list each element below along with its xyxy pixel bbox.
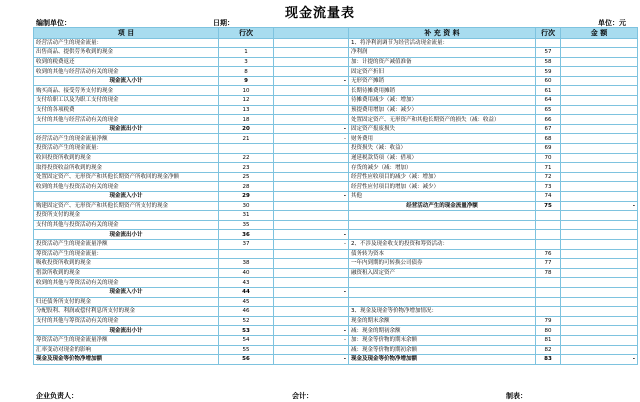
left-item[interactable]: 支付的其他与筹资活动有关的现金 — [34, 316, 219, 326]
table-row — [34, 287, 638, 297]
left-item[interactable]: 现金流入小计 — [34, 76, 219, 86]
left-amount[interactable] — [274, 220, 349, 230]
header-item: 项 目 — [34, 28, 219, 39]
right-item[interactable]: 现金的期末余额 — [349, 316, 536, 326]
table-row — [34, 268, 638, 278]
unit-label: 编制单位： — [36, 19, 71, 27]
right-item[interactable]: 净利润 — [349, 48, 536, 58]
right-line[interactable]: 74 — [536, 192, 561, 202]
right-line[interactable]: 67 — [536, 124, 561, 134]
right-item[interactable]: 待摊费用减少（减：增加） — [349, 96, 536, 106]
right-item[interactable] — [349, 211, 536, 221]
right-item[interactable]: 一年内到期的可转换公司债券 — [349, 259, 536, 269]
right-item[interactable]: 其他 — [349, 192, 536, 202]
left-line[interactable]: 28 — [219, 182, 274, 192]
left-item[interactable]: 收到的其他与筹资活动有关的现金 — [34, 278, 219, 288]
header-amount-left — [274, 28, 349, 39]
left-line[interactable]: 18 — [219, 115, 274, 125]
table-row — [34, 76, 638, 86]
table-row — [34, 335, 638, 345]
right-item[interactable]: 固定资产折旧 — [349, 67, 536, 77]
left-amount[interactable]: - — [274, 326, 349, 336]
left-item[interactable]: 购建固定资产、无形资产和其他长期资产所支付的现金 — [34, 201, 219, 211]
left-amount[interactable] — [274, 297, 349, 307]
left-line[interactable]: 8 — [219, 67, 274, 77]
left-line[interactable]: 22 — [219, 153, 274, 163]
left-line[interactable]: 35 — [219, 220, 274, 230]
left-item[interactable]: 现金流出小计 — [34, 230, 219, 240]
left-amount[interactable] — [274, 163, 349, 173]
right-item[interactable]: 债务转为资本 — [349, 249, 536, 259]
right-line[interactable]: 83 — [536, 355, 561, 365]
page-title: 现金流量表 — [284, 6, 355, 21]
right-line[interactable] — [536, 297, 561, 307]
right-amount[interactable] — [561, 182, 638, 192]
left-line[interactable] — [219, 249, 274, 259]
left-item[interactable]: 吸收投资所收到的现金 — [34, 259, 219, 269]
left-amount[interactable] — [274, 172, 349, 182]
right-line[interactable]: 82 — [536, 345, 561, 355]
left-item[interactable]: 现金流出小计 — [34, 326, 219, 336]
left-amount[interactable]: - — [274, 124, 349, 134]
left-amount[interactable] — [274, 278, 349, 288]
table-row — [34, 201, 638, 211]
right-amount[interactable] — [561, 163, 638, 173]
left-item[interactable]: 现金及现金等价物净增加额 — [34, 355, 219, 365]
table-row — [34, 192, 638, 202]
right-amount[interactable]: - — [561, 201, 638, 211]
left-amount[interactable]: - — [274, 230, 349, 240]
table-row — [34, 220, 638, 230]
left-line[interactable]: 25 — [219, 172, 274, 182]
right-item[interactable]: 经营性应付项目的增加（减：减少） — [349, 182, 536, 192]
table-row — [34, 153, 638, 163]
right-amount[interactable] — [561, 345, 638, 355]
left-line[interactable]: 54 — [219, 335, 274, 345]
left-line[interactable]: 21 — [219, 134, 274, 144]
left-line[interactable]: 23 — [219, 163, 274, 173]
table-row — [34, 96, 638, 106]
right-item[interactable]: 经营活动产生的现金流量净额 — [349, 201, 536, 211]
left-line[interactable]: 10 — [219, 86, 274, 96]
right-line[interactable]: 61 — [536, 86, 561, 96]
right-item[interactable] — [349, 278, 536, 288]
left-line[interactable]: 40 — [219, 268, 274, 278]
right-amount[interactable] — [561, 115, 638, 125]
table-row — [34, 105, 638, 115]
left-item[interactable]: 筹资活动产生的现金流量： — [34, 249, 219, 259]
right-item[interactable]: 固定资产报废损失 — [349, 124, 536, 134]
left-item[interactable]: 支付给职工以及为职工支付的现金 — [34, 96, 219, 106]
right-line[interactable] — [536, 239, 561, 249]
right-line[interactable]: 66 — [536, 115, 561, 125]
table-row — [34, 163, 638, 173]
left-line[interactable] — [219, 144, 274, 154]
right-line[interactable]: 60 — [536, 76, 561, 86]
left-line[interactable]: 45 — [219, 297, 274, 307]
table-row — [34, 278, 638, 288]
table-row — [34, 249, 638, 259]
left-line[interactable]: 12 — [219, 96, 274, 106]
left-line[interactable]: 1 — [219, 48, 274, 58]
right-line[interactable]: 71 — [536, 163, 561, 173]
right-item[interactable]: 处置固定资产、无形资产和其他长期资产的损失（减：收益） — [349, 115, 536, 125]
left-item[interactable]: 现金流出小计 — [34, 124, 219, 134]
right-line[interactable]: 69 — [536, 144, 561, 154]
left-line[interactable]: 43 — [219, 278, 274, 288]
right-item[interactable]: 长期待摊费用摊销 — [349, 86, 536, 96]
right-amount[interactable] — [561, 124, 638, 134]
left-item[interactable]: 支付的其他与经营活动有关的现金 — [34, 115, 219, 125]
table-row — [34, 115, 638, 125]
right-item[interactable]: 加：计提的资产减值准备 — [349, 57, 536, 67]
left-line[interactable]: 56 — [219, 355, 274, 365]
right-item[interactable]: 存货的减少（减：增加） — [349, 163, 536, 173]
right-item[interactable]: 现金及现金等价物净增加额 — [349, 355, 536, 365]
table-row — [34, 345, 638, 355]
right-amount[interactable] — [561, 153, 638, 163]
left-amount[interactable] — [274, 57, 349, 67]
left-amount[interactable] — [274, 316, 349, 326]
right-amount[interactable] — [561, 335, 638, 345]
right-line[interactable]: 79 — [536, 316, 561, 326]
date-label: 日期： — [213, 19, 234, 27]
right-item[interactable] — [349, 297, 536, 307]
left-item[interactable]: 支付的其他与投资活动有关的现金 — [34, 220, 219, 230]
left-amount[interactable] — [274, 153, 349, 163]
left-amount[interactable] — [274, 38, 349, 48]
right-item[interactable]: 财务费用 — [349, 134, 536, 144]
left-item[interactable]: 归还债务所支付的现金 — [34, 297, 219, 307]
left-amount[interactable] — [274, 105, 349, 115]
left-amount[interactable] — [274, 96, 349, 106]
left-line[interactable]: 31 — [219, 211, 274, 221]
left-item[interactable]: 收到的税费返还 — [34, 57, 219, 67]
right-line[interactable]: 64 — [536, 96, 561, 106]
right-amount[interactable] — [561, 297, 638, 307]
left-amount[interactable] — [274, 67, 349, 77]
right-item[interactable]: 减：现金等价物的期初余额 — [349, 345, 536, 355]
left-amount[interactable] — [274, 307, 349, 317]
table-row — [34, 230, 638, 240]
left-amount[interactable]: - — [274, 239, 349, 249]
left-item[interactable]: 汇率变动对现金的影响 — [34, 345, 219, 355]
right-line[interactable] — [536, 278, 561, 288]
left-amount[interactable] — [274, 144, 349, 154]
left-item[interactable]: 经营活动产生的现金流量净额 — [34, 134, 219, 144]
left-amount[interactable]: - — [274, 134, 349, 144]
left-item[interactable]: 投资活动产生的现金流量净额 — [34, 239, 219, 249]
left-item[interactable]: 收到的其他与经营活动有关的现金 — [34, 67, 219, 77]
right-item[interactable]: 3、现金及现金等价物净增加情况： — [349, 307, 536, 317]
table-row — [34, 144, 638, 154]
table-row — [34, 239, 638, 249]
left-amount[interactable]: - — [274, 192, 349, 202]
left-line[interactable]: 52 — [219, 316, 274, 326]
left-line[interactable]: 20 — [219, 124, 274, 134]
right-amount[interactable] — [561, 144, 638, 154]
right-line[interactable]: 58 — [536, 57, 561, 67]
left-item[interactable]: 筹资活动产生的现金流量净额 — [34, 335, 219, 345]
left-line[interactable]: 30 — [219, 201, 274, 211]
table-row — [34, 211, 638, 221]
right-line[interactable]: 65 — [536, 105, 561, 115]
table-row — [34, 48, 638, 58]
right-amount[interactable] — [561, 259, 638, 269]
left-line[interactable]: 53 — [219, 326, 274, 336]
right-amount[interactable]: - — [561, 355, 638, 365]
right-item[interactable] — [349, 220, 536, 230]
right-amount[interactable] — [561, 67, 638, 77]
left-amount[interactable] — [274, 249, 349, 259]
right-amount[interactable] — [561, 57, 638, 67]
left-line[interactable]: 55 — [219, 345, 274, 355]
table-row — [34, 134, 638, 144]
table-row — [34, 355, 638, 365]
footer-preparer: 制表： — [506, 392, 527, 400]
right-item[interactable] — [349, 287, 536, 297]
left-item[interactable]: 出售商品、提供劳务收到的现金 — [34, 48, 219, 58]
right-line[interactable]: 75 — [536, 201, 561, 211]
right-line[interactable]: 78 — [536, 268, 561, 278]
left-line[interactable] — [219, 38, 274, 48]
left-line[interactable]: 29 — [219, 192, 274, 202]
left-line[interactable]: 3 — [219, 57, 274, 67]
left-item[interactable]: 购买商品、接受劳务支付的现金 — [34, 86, 219, 96]
right-amount[interactable] — [561, 316, 638, 326]
left-item[interactable]: 收到的其他与投资活动有关的现金 — [34, 182, 219, 192]
right-line[interactable]: 81 — [536, 335, 561, 345]
table-row — [34, 259, 638, 269]
left-item[interactable]: 经营活动产生的现金流量： — [34, 38, 219, 48]
cash-flow-table — [33, 27, 638, 365]
right-line[interactable]: 68 — [536, 134, 561, 144]
left-amount[interactable]: - — [274, 335, 349, 345]
table-row — [34, 38, 638, 48]
right-item[interactable]: 递延税款贷项（减：借项） — [349, 153, 536, 163]
right-line[interactable] — [536, 220, 561, 230]
right-line[interactable] — [536, 38, 561, 48]
left-amount[interactable] — [274, 86, 349, 96]
right-line[interactable]: 77 — [536, 259, 561, 269]
left-amount[interactable] — [274, 182, 349, 192]
left-line[interactable]: 44 — [219, 287, 274, 297]
right-amount[interactable] — [561, 86, 638, 96]
left-item[interactable]: 借款所收到的现金 — [34, 268, 219, 278]
left-item[interactable]: 取得投资收益所收到的现金 — [34, 163, 219, 173]
right-amount[interactable] — [561, 192, 638, 202]
right-item[interactable]: 预提费用增加（减：减少） — [349, 105, 536, 115]
left-amount[interactable] — [274, 48, 349, 58]
left-line[interactable]: 37 — [219, 239, 274, 249]
table-header-row — [34, 28, 638, 39]
header-line-right: 行次 — [536, 28, 561, 39]
right-amount[interactable] — [561, 239, 638, 249]
right-amount[interactable] — [561, 249, 638, 259]
right-amount[interactable] — [561, 134, 638, 144]
table-row — [34, 67, 638, 77]
left-item[interactable]: 投资活动产生的现金流量： — [34, 144, 219, 154]
right-amount[interactable] — [561, 326, 638, 336]
right-item[interactable]: 1、将净利润调节为经营活动现金流量： — [349, 38, 536, 48]
right-item[interactable]: 2、不涉及现金收支的投资和筹资活动： — [349, 239, 536, 249]
right-item[interactable]: 投资损失（减：收益） — [349, 144, 536, 154]
right-amount[interactable] — [561, 76, 638, 86]
header-supplementary: 补 充 资 料 — [349, 28, 536, 39]
table-row — [34, 172, 638, 182]
right-line[interactable]: 76 — [536, 249, 561, 259]
left-amount[interactable] — [274, 115, 349, 125]
left-amount[interactable] — [274, 201, 349, 211]
right-line[interactable] — [536, 230, 561, 240]
left-line[interactable]: 36 — [219, 230, 274, 240]
right-amount[interactable] — [561, 96, 638, 106]
table-row — [34, 297, 638, 307]
header-amount: 金 额 — [561, 28, 638, 39]
right-amount[interactable] — [561, 48, 638, 58]
left-line[interactable]: 9 — [219, 76, 274, 86]
left-line[interactable]: 38 — [219, 259, 274, 269]
left-item[interactable]: 处置固定资产、无形资产和其他长期资产所收回的现金净额 — [34, 172, 219, 182]
right-line[interactable] — [536, 307, 561, 317]
left-amount[interactable] — [274, 259, 349, 269]
left-amount[interactable]: - — [274, 355, 349, 365]
right-item[interactable]: 加：现金等价物的期末余额 — [349, 335, 536, 345]
table-row — [34, 57, 638, 67]
table-row — [34, 182, 638, 192]
left-amount[interactable] — [274, 268, 349, 278]
right-line[interactable]: 57 — [536, 48, 561, 58]
right-amount[interactable] — [561, 105, 638, 115]
right-line[interactable]: 80 — [536, 326, 561, 336]
left-amount[interactable]: - — [274, 287, 349, 297]
right-line[interactable]: 70 — [536, 153, 561, 163]
table-row — [34, 326, 638, 336]
right-line[interactable]: 59 — [536, 67, 561, 77]
right-item[interactable]: 融资租入固定资产 — [349, 268, 536, 278]
right-amount[interactable] — [561, 307, 638, 317]
right-item[interactable]: 减：现金的期初余额 — [349, 326, 536, 336]
left-line[interactable]: 13 — [219, 105, 274, 115]
right-amount[interactable] — [561, 278, 638, 288]
left-amount[interactable] — [274, 211, 349, 221]
right-line[interactable] — [536, 211, 561, 221]
table-row — [34, 124, 638, 134]
money-unit-label: 单位：元 — [598, 19, 626, 27]
left-item[interactable]: 现金流入小计 — [34, 192, 219, 202]
left-item[interactable]: 支付的各项税费 — [34, 105, 219, 115]
right-amount[interactable] — [561, 220, 638, 230]
table-row — [34, 307, 638, 317]
right-amount[interactable] — [561, 38, 638, 48]
footer-accountant: 会计： — [292, 392, 313, 400]
right-line[interactable] — [536, 287, 561, 297]
right-line[interactable]: 73 — [536, 182, 561, 192]
right-amount[interactable] — [561, 268, 638, 278]
left-amount[interactable] — [274, 345, 349, 355]
right-item[interactable]: 经营性应收项目的减少（减：增加） — [349, 172, 536, 182]
header-line: 行次 — [219, 28, 274, 39]
left-item[interactable]: 投资所支付的现金 — [34, 211, 219, 221]
left-item[interactable]: 现金流入小计 — [34, 287, 219, 297]
left-line[interactable]: 46 — [219, 307, 274, 317]
left-item[interactable]: 收回投资所收到的现金 — [34, 153, 219, 163]
right-item[interactable] — [349, 230, 536, 240]
table-row — [34, 86, 638, 96]
footer-head: 企业负责人： — [36, 392, 78, 400]
left-item[interactable]: 分配股利、利润或偿付利息所支付的现金 — [34, 307, 219, 317]
right-line[interactable]: 72 — [536, 172, 561, 182]
right-amount[interactable] — [561, 287, 638, 297]
right-amount[interactable] — [561, 172, 638, 182]
table-row — [34, 316, 638, 326]
right-amount[interactable] — [561, 230, 638, 240]
left-amount[interactable]: - — [274, 76, 349, 86]
right-item[interactable]: 无形资产摊销 — [349, 76, 536, 86]
right-amount[interactable] — [561, 211, 638, 221]
